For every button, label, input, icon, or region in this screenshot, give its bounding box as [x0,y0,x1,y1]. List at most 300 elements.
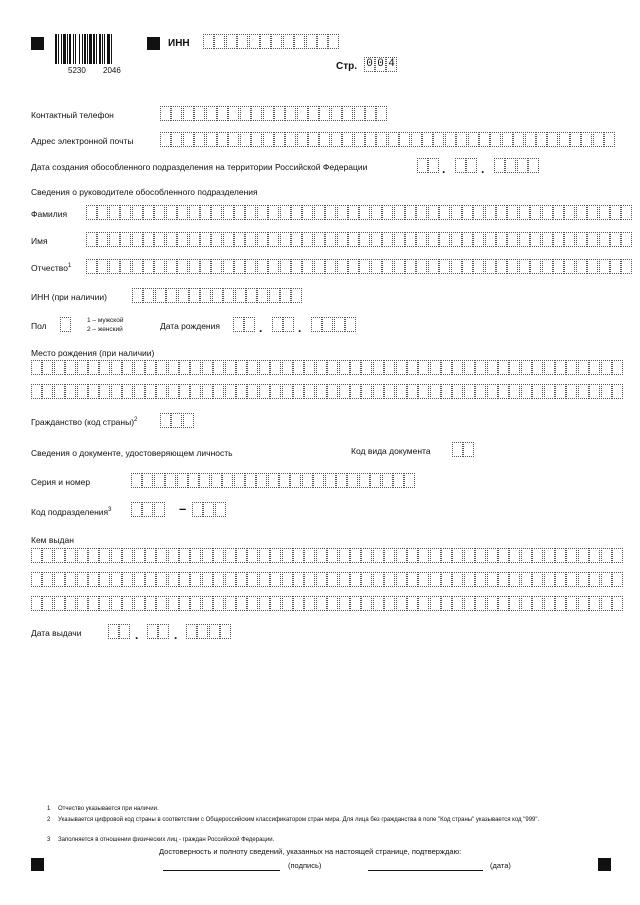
input-cell[interactable] [542,205,553,220]
surname-cells[interactable] [86,205,633,220]
input-cell[interactable] [452,442,463,457]
input-cell[interactable] [160,132,171,147]
input-cell[interactable] [31,596,42,611]
input-cell[interactable] [154,259,165,274]
input-cell[interactable] [120,232,131,247]
input-cell[interactable] [171,106,182,121]
input-cell[interactable] [213,384,224,399]
input-cell[interactable] [451,205,462,220]
doc-type-code-cells[interactable] [452,442,475,457]
input-cell[interactable] [327,384,338,399]
input-cell[interactable] [487,548,498,563]
input-cell[interactable] [452,360,463,375]
input-cell[interactable] [304,596,315,611]
input-cell[interactable] [134,572,145,587]
input-cell[interactable] [547,132,558,147]
sex-cell[interactable] [60,317,71,332]
input-cell[interactable] [308,106,319,121]
input-cell[interactable] [274,106,285,121]
input-cell[interactable] [416,205,427,220]
input-cell[interactable] [396,572,407,587]
input-cell[interactable] [373,572,384,587]
input-cell[interactable] [601,596,612,611]
input-cell[interactable] [245,205,256,220]
input-cell[interactable] [42,548,53,563]
input-cell[interactable] [468,132,479,147]
input-cell[interactable] [65,384,76,399]
input-cell[interactable] [430,360,441,375]
input-cell[interactable] [88,360,99,375]
input-cell[interactable] [359,205,370,220]
input-cell[interactable] [430,572,441,587]
input-cell[interactable] [268,259,279,274]
input-cell[interactable] [236,384,247,399]
input-cell[interactable] [473,259,484,274]
input-cell[interactable] [111,596,122,611]
input-cell[interactable] [54,360,65,375]
input-cell[interactable] [212,288,223,303]
input-cell[interactable] [165,473,176,488]
input-cell[interactable] [285,132,296,147]
input-cell[interactable] [190,596,201,611]
input-cell[interactable] [259,572,270,587]
input-cell[interactable] [109,205,120,220]
input-cell[interactable] [122,596,133,611]
input-cell[interactable] [498,548,509,563]
input-cell[interactable] [485,232,496,247]
input-cell[interactable] [359,473,370,488]
birth-date-month[interactable] [272,317,295,332]
input-cell[interactable] [132,205,143,220]
signature-line[interactable] [163,870,280,871]
input-cell[interactable] [202,596,213,611]
input-cell[interactable] [337,259,348,274]
input-cell[interactable] [325,205,336,220]
input-cell[interactable] [496,259,507,274]
input-cell[interactable] [166,288,177,303]
input-cell[interactable] [462,259,473,274]
input-cell[interactable] [270,572,281,587]
input-cell[interactable] [439,205,450,220]
input-cell[interactable] [564,259,575,274]
input-cell[interactable] [171,132,182,147]
input-cell[interactable] [213,548,224,563]
input-cell[interactable] [202,572,213,587]
input-cell[interactable] [122,384,133,399]
input-cell[interactable] [282,360,293,375]
input-cell[interactable] [209,624,220,639]
input-cell[interactable] [302,205,313,220]
input-cell[interactable] [345,317,356,332]
input-cell[interactable] [189,259,200,274]
input-cell[interactable] [132,232,143,247]
input-cell[interactable] [601,572,612,587]
input-cell[interactable] [178,288,189,303]
input-cell[interactable] [31,360,42,375]
input-cell[interactable] [452,384,463,399]
input-cell[interactable] [200,288,211,303]
input-cell[interactable] [99,548,110,563]
input-cell[interactable] [166,205,177,220]
input-cell[interactable] [441,384,452,399]
input-cell[interactable] [384,548,395,563]
input-cell[interactable] [86,232,97,247]
input-cell[interactable] [156,384,167,399]
input-cell[interactable] [143,288,154,303]
input-cell[interactable] [225,360,236,375]
input-cell[interactable] [325,473,336,488]
input-cell[interactable] [111,572,122,587]
input-cell[interactable] [306,34,317,49]
input-cell[interactable] [179,572,190,587]
input-cell[interactable] [177,473,188,488]
input-cell[interactable] [361,548,372,563]
input-cell[interactable] [354,132,365,147]
input-cell[interactable] [348,232,359,247]
input-cell[interactable] [361,596,372,611]
input-cell[interactable] [183,413,194,428]
input-cell[interactable] [411,132,422,147]
input-cell[interactable] [544,596,555,611]
input-cell[interactable] [88,572,99,587]
input-cell[interactable] [456,132,467,147]
input-cell[interactable] [542,232,553,247]
input-cell[interactable] [244,317,255,332]
input-cell[interactable] [234,232,245,247]
input-cell[interactable] [154,205,165,220]
input-cell[interactable] [327,572,338,587]
input-cell[interactable] [233,317,244,332]
input-cell[interactable] [156,572,167,587]
input-cell[interactable] [612,572,623,587]
input-cell[interactable] [54,548,65,563]
input-cell[interactable] [77,384,88,399]
input-cell[interactable] [555,360,566,375]
input-cell[interactable] [60,317,71,332]
input-cell[interactable] [311,317,322,332]
input-cell[interactable] [544,572,555,587]
input-cell[interactable] [339,360,350,375]
input-cell[interactable] [441,596,452,611]
input-cell[interactable] [507,232,518,247]
input-cell[interactable] [259,548,270,563]
input-cell[interactable] [599,259,610,274]
input-cell[interactable] [475,596,486,611]
input-cell[interactable] [132,288,143,303]
input-cell[interactable] [322,317,333,332]
input-cell[interactable] [302,473,313,488]
input-cell[interactable] [553,259,564,274]
input-cell[interactable] [143,259,154,274]
input-cell[interactable] [171,413,182,428]
input-cell[interactable] [509,572,520,587]
input-cell[interactable] [578,360,589,375]
input-cell[interactable] [405,205,416,220]
input-cell[interactable] [445,132,456,147]
input-cell[interactable] [145,548,156,563]
input-cell[interactable] [428,232,439,247]
input-cell[interactable] [263,106,274,121]
input-cell[interactable] [581,132,592,147]
input-cell[interactable] [528,158,539,173]
input-cell[interactable] [452,572,463,587]
input-cell[interactable] [304,384,315,399]
input-cell[interactable] [268,205,279,220]
input-cell[interactable] [259,360,270,375]
input-cell[interactable] [342,106,353,121]
input-cell[interactable] [396,360,407,375]
input-cell[interactable] [553,232,564,247]
input-cell[interactable] [86,205,97,220]
input-cell[interactable] [487,360,498,375]
input-cell[interactable] [507,259,518,274]
input-cell[interactable] [393,473,404,488]
input-cell[interactable] [109,232,120,247]
input-cell[interactable] [384,572,395,587]
input-cell[interactable] [319,132,330,147]
input-cell[interactable] [339,384,350,399]
input-cell[interactable] [247,548,258,563]
input-cell[interactable] [498,384,509,399]
input-cell[interactable] [462,232,473,247]
input-cell[interactable] [274,132,285,147]
input-cell[interactable] [122,572,133,587]
input-cell[interactable] [416,232,427,247]
input-cell[interactable] [257,288,268,303]
input-cell[interactable] [269,288,280,303]
input-cell[interactable] [521,596,532,611]
input-cell[interactable] [111,384,122,399]
input-cell[interactable] [270,384,281,399]
input-cell[interactable] [190,384,201,399]
input-cell[interactable] [530,259,541,274]
input-cell[interactable] [542,259,553,274]
input-cell[interactable] [86,259,97,274]
input-cell[interactable] [302,232,313,247]
input-cell[interactable] [259,384,270,399]
input-cell[interactable] [422,132,433,147]
input-cell[interactable] [190,360,201,375]
input-cell[interactable] [280,288,291,303]
input-cell[interactable] [612,384,623,399]
input-cell[interactable] [587,259,598,274]
input-cell[interactable] [521,384,532,399]
input-cell[interactable] [314,232,325,247]
input-cell[interactable] [589,596,600,611]
input-cell[interactable] [407,596,418,611]
input-cell[interactable] [132,259,143,274]
input-cell[interactable] [589,572,600,587]
input-cell[interactable] [334,317,345,332]
input-cell[interactable] [589,360,600,375]
input-cell[interactable] [155,288,166,303]
name-cells[interactable] [86,232,633,247]
input-cell[interactable] [179,360,190,375]
input-cell[interactable] [555,384,566,399]
input-cell[interactable] [530,205,541,220]
input-cell[interactable] [166,232,177,247]
input-cell[interactable] [215,502,226,517]
input-cell[interactable] [466,158,477,173]
input-cell[interactable] [42,384,53,399]
input-cell[interactable] [194,132,205,147]
input-cell[interactable] [612,360,623,375]
input-cell[interactable] [371,259,382,274]
input-cell[interactable] [555,596,566,611]
input-cell[interactable] [97,232,108,247]
input-cell[interactable] [251,106,262,121]
input-cell[interactable] [304,548,315,563]
input-cell[interactable] [348,205,359,220]
input-cell[interactable] [532,596,543,611]
input-cell[interactable] [485,205,496,220]
input-cell[interactable] [240,132,251,147]
birth-place-cells-row1[interactable] [31,360,623,375]
input-cell[interactable] [268,232,279,247]
input-cell[interactable] [496,232,507,247]
input-cell[interactable] [160,106,171,121]
input-cell[interactable] [302,259,313,274]
input-cell[interactable] [108,624,119,639]
input-cell[interactable] [576,259,587,274]
input-cell[interactable] [348,259,359,274]
input-cell[interactable] [601,384,612,399]
input-cell[interactable] [168,548,179,563]
input-cell[interactable] [257,205,268,220]
input-cell[interactable] [186,624,197,639]
input-cell[interactable] [211,232,222,247]
input-cell[interactable] [234,205,245,220]
input-cell[interactable] [111,548,122,563]
input-cell[interactable] [213,596,224,611]
input-cell[interactable] [54,596,65,611]
input-cell[interactable] [245,232,256,247]
input-cell[interactable] [441,572,452,587]
input-cell[interactable] [145,384,156,399]
input-cell[interactable] [291,205,302,220]
input-cell[interactable] [485,259,496,274]
input-cell[interactable] [407,548,418,563]
input-cell[interactable] [418,384,429,399]
input-cell[interactable] [290,473,301,488]
input-cell[interactable] [490,132,501,147]
input-cell[interactable] [283,317,294,332]
input-cell[interactable] [452,596,463,611]
input-cell[interactable] [359,232,370,247]
input-cell[interactable] [200,232,211,247]
input-cell[interactable] [418,548,429,563]
input-cell[interactable] [179,548,190,563]
input-cell[interactable] [99,384,110,399]
input-cell[interactable] [464,596,475,611]
input-cell[interactable] [168,596,179,611]
input-cell[interactable] [134,360,145,375]
input-cell[interactable] [134,548,145,563]
input-cell[interactable] [190,548,201,563]
input-cell[interactable] [316,384,327,399]
input-cell[interactable] [282,572,293,587]
input-cell[interactable] [350,384,361,399]
input-cell[interactable] [263,132,274,147]
input-cell[interactable] [183,106,194,121]
input-cell[interactable] [418,572,429,587]
input-cell[interactable] [65,360,76,375]
input-cell[interactable] [145,596,156,611]
input-cell[interactable] [384,384,395,399]
input-cell[interactable] [399,132,410,147]
issued-by-cells-row1[interactable] [31,548,623,563]
input-cell[interactable] [339,572,350,587]
input-cell[interactable] [404,473,415,488]
input-cell[interactable] [282,596,293,611]
input-cell[interactable] [211,473,222,488]
input-cell[interactable] [206,106,217,121]
input-cell[interactable] [513,132,524,147]
input-cell[interactable] [308,132,319,147]
input-cell[interactable] [122,548,133,563]
input-cell[interactable] [270,596,281,611]
input-cell[interactable] [361,360,372,375]
input-cell[interactable] [325,259,336,274]
input-cell[interactable] [555,572,566,587]
input-cell[interactable] [373,548,384,563]
input-cell[interactable] [361,572,372,587]
input-cell[interactable] [97,259,108,274]
input-cell[interactable] [154,232,165,247]
input-cell[interactable] [610,205,621,220]
input-cell[interactable] [259,596,270,611]
input-cell[interactable] [576,232,587,247]
input-cell[interactable] [487,596,498,611]
input-cell[interactable] [394,205,405,220]
input-cell[interactable] [347,473,358,488]
input-cell[interactable] [223,232,234,247]
input-cell[interactable] [396,384,407,399]
input-cell[interactable] [525,132,536,147]
input-cell[interactable] [373,596,384,611]
input-cell[interactable] [604,132,615,147]
email-cells[interactable] [160,132,616,147]
input-cell[interactable] [532,360,543,375]
input-cell[interactable] [589,548,600,563]
input-cell[interactable] [327,596,338,611]
input-cell[interactable] [293,596,304,611]
input-cell[interactable] [189,288,200,303]
input-cell[interactable] [77,596,88,611]
input-cell[interactable] [519,259,530,274]
input-cell[interactable] [142,473,153,488]
input-cell[interactable] [31,384,42,399]
input-cell[interactable] [111,360,122,375]
input-cell[interactable] [325,232,336,247]
input-cell[interactable] [156,360,167,375]
citizenship-cells[interactable] [160,413,194,428]
input-cell[interactable] [200,205,211,220]
input-cell[interactable] [247,360,258,375]
input-cell[interactable] [54,384,65,399]
input-cell[interactable] [496,205,507,220]
input-cell[interactable] [350,596,361,611]
input-cell[interactable] [226,34,237,49]
input-cell[interactable] [519,232,530,247]
input-cell[interactable] [316,572,327,587]
input-cell[interactable] [234,473,245,488]
input-cell[interactable] [179,596,190,611]
input-cell[interactable] [179,384,190,399]
input-cell[interactable] [206,132,217,147]
input-cell[interactable] [371,232,382,247]
input-cell[interactable] [337,232,348,247]
